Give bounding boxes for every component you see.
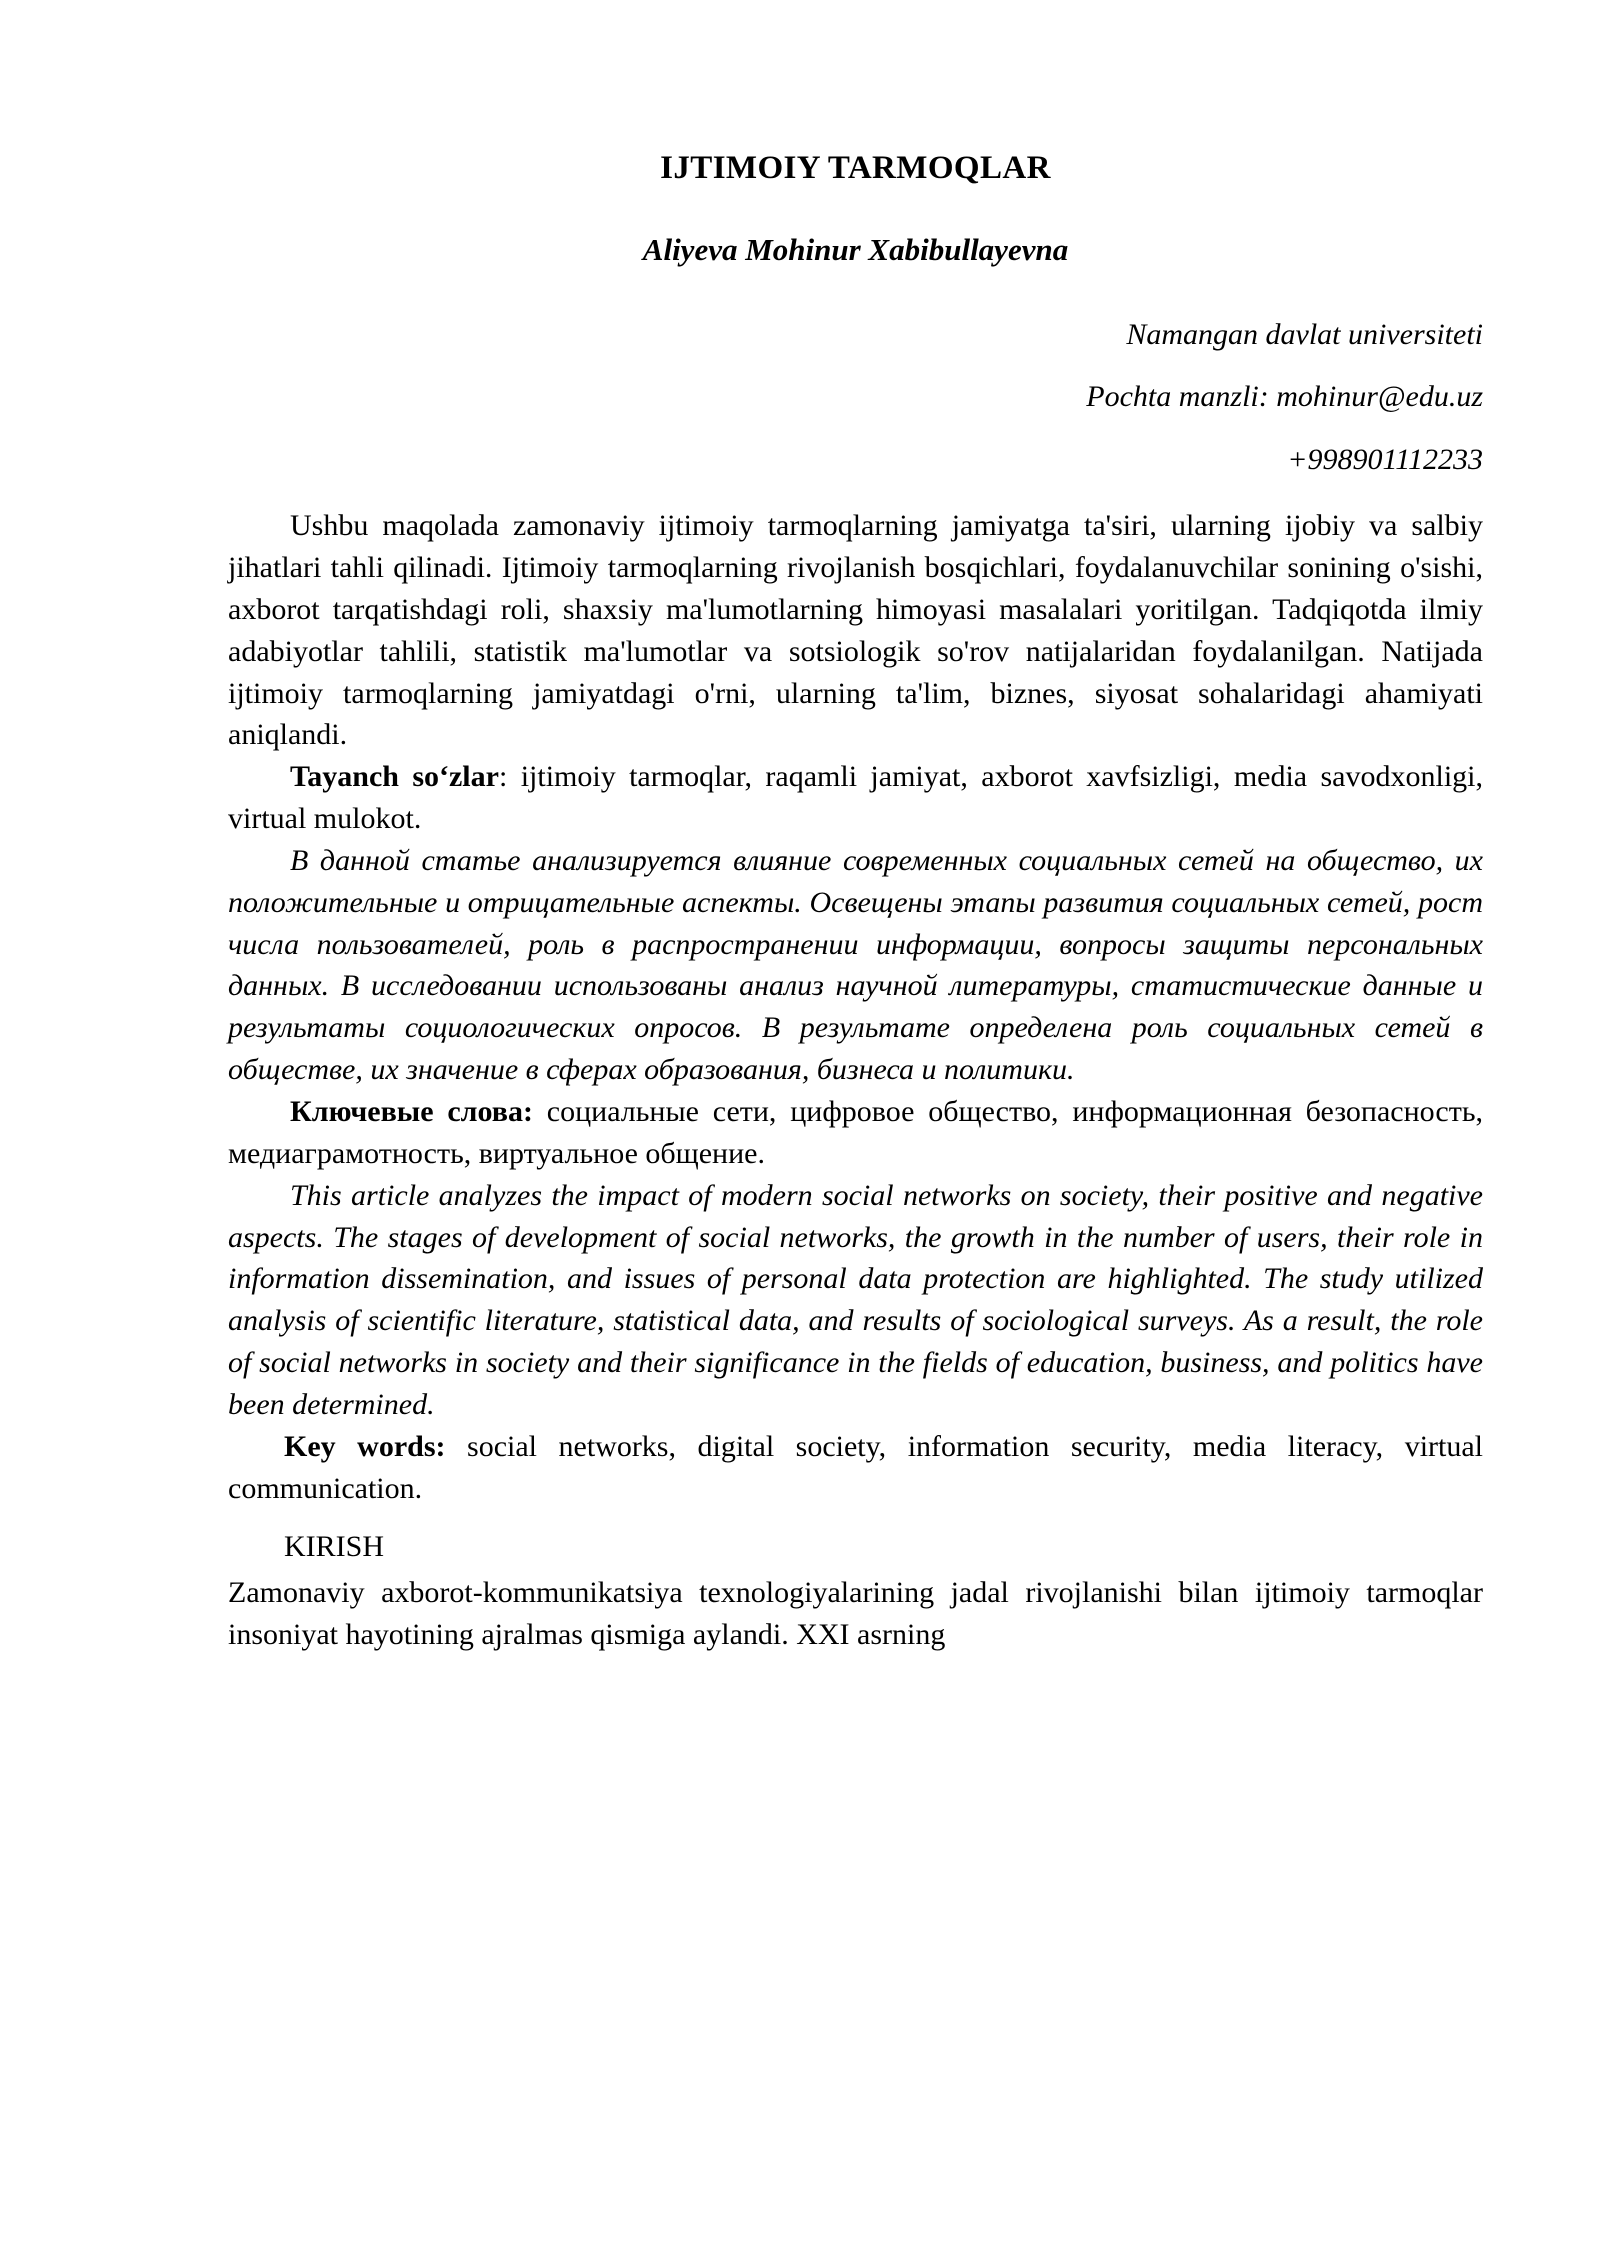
abstract-english: This article analyzes the impact of modern social networks on society, their positive and negative aspects. The stages of development of social networks, the growth in the number of users, their role in information dissemination, and issues of personal data protection are highlighted. The study utilized analysis of scientific literature, statistical data, and results of sociological surveys. As a result, the role of social networks in society and their significance in the fields of education, business, and politics have been determined.: [228, 1178, 1483, 1421]
keywords-russian: [228, 1091, 1483, 1175]
keywords-uzbek: [228, 756, 1483, 840]
keywords-russian-separator: [533, 1095, 547, 1128]
keywords-uzbek-separator: :: [498, 760, 521, 794]
keywords-english-separator: [446, 1430, 468, 1463]
keywords-russian-text: социальные сети, цифровое общество, информационная безопасность, медиаграмотность, виртуальное общение.: [228, 1094, 1484, 1170]
abstract-uzbek: Ushbu maqolada zamonaviy ijtimoiy tarmoqlarning jamiyatga ta'siri, ularning ijobiy va salbiy jihatlari tahli qilinadi. Ijtimoiy tarmoqlarning rivojlanish bosqichlari, foydalanuvchilar sonining o'sishi, axborot tarqatishdagi roli, shaxsiy ma'lumotlarning himoyasi masalalari yoritilgan. Tadqiqotda ilmiy adabiyotlar tahlili, statistik ma'lumotlar va sotsiologik so'rov natijalaridan foydalanilgan. Natijada ijtimoiy tarmoqlarning jamiyatdagi o'rni, ularning ta'lim, biznes, siyosat sohalaridagi ahamiyati aniqlandi.: [228, 509, 1483, 752]
author-affiliation: Namangan davlat universiteti: [1126, 318, 1483, 351]
keywords-english-text: social networks, digital society, information security, media literacy, virtual communication.: [228, 1429, 1483, 1505]
author-phone: +998901112233: [1287, 442, 1483, 476]
author-email: Pochta manzli: mohinur@edu.uz: [1086, 380, 1483, 414]
keywords-uzbek-text: ijtimoiy tarmoqlar, raqamli jamiyat, axborot xavfsizligi, media savodxonligi, virtual mulokot.: [228, 760, 1484, 836]
section-heading-introduction: KIRISH: [284, 1530, 385, 1564]
author-name: Aliyeva Mohinur Xabibullayevna: [642, 232, 1069, 268]
abstract-russian: В данной статье анализируется влияние современных социальных сетей на общество, их положительные и отрицательные аспекты. Освещены этапы развития социальных сетей, рост числа пользователей, роль в распространении информации, вопросы защиты персональных данных. В исследовании использованы анализ научной литературы, статистические данные и результаты социологических опросов. В результате определена роль социальных сетей в обществе, их значение в сферах образования, бизнеса и политики.: [228, 843, 1483, 1087]
keywords-russian-label: Ключевые слова:: [290, 1094, 533, 1128]
keywords-english: [228, 1426, 1483, 1510]
page-title: IJTIMOIY TARMOQLAR: [660, 150, 1051, 186]
keywords-english-label: Key words:: [284, 1429, 446, 1463]
keywords-uzbek-label: Tayanch so‘zlar: [290, 760, 499, 794]
introduction-paragraph: Zamonaviy axborot-kommunikatsiya texnologiyalarining jadal rivojlanishi bilan ijtimoiy tarmoqlar insoniyat hayotining ajralmas qismiga aylandi. XXI asrning: [228, 1576, 1483, 1651]
page-content: [228, 0, 1483, 1656]
